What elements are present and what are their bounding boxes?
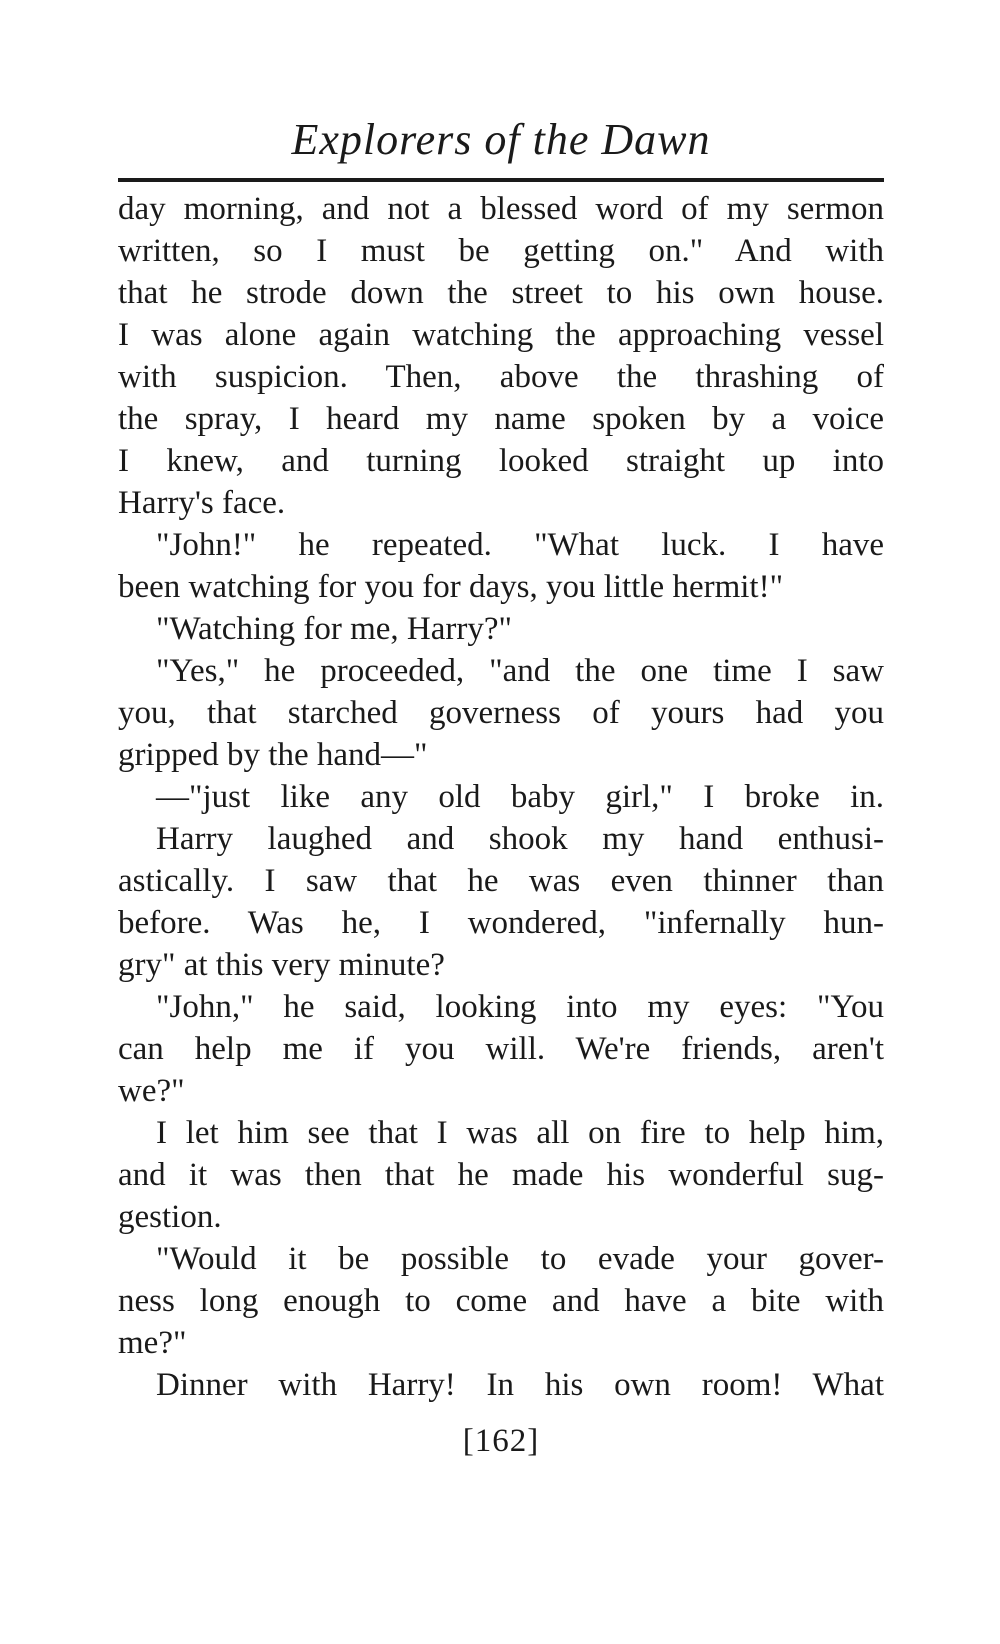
- text-line: the spray, I heard my name spoken by a voice: [118, 401, 884, 437]
- text-line: —"just like any old baby girl," I broke in.: [156, 779, 884, 815]
- text-line: I knew, and turning looked straight up into: [118, 443, 884, 479]
- text-line: "John!" he repeated. "What luck. I have: [156, 527, 884, 563]
- text-line: we?": [118, 1073, 185, 1109]
- header-rule: [118, 178, 884, 182]
- text-line: Dinner with Harry! In his own room! What: [156, 1367, 884, 1403]
- body-text: [118, 188, 884, 1406]
- text-line: I was alone again watching the approaching vessel: [118, 317, 884, 353]
- page-number: [162]: [462, 1423, 540, 1459]
- text-line: me?": [118, 1325, 187, 1361]
- text-line: you, that starched governess of yours had you: [118, 695, 884, 731]
- text-line: gripped by the hand—": [118, 737, 428, 773]
- text-line: with suspicion. Then, above the thrashing of: [118, 359, 884, 395]
- text-line: "Would it be possible to evade your gover-: [156, 1241, 884, 1277]
- text-line: can help me if you will. We're friends, aren't: [118, 1031, 884, 1067]
- text-line: been watching for you for days, you little hermit!": [118, 569, 784, 605]
- text-line: "Yes," he proceeded, "and the one time I saw: [156, 653, 884, 689]
- text-line: that he strode down the street to his own house.: [118, 275, 884, 311]
- text-line: "John," he said, looking into my eyes: "You: [156, 989, 884, 1025]
- text-line: before. Was he, I wondered, "infernally hun-: [118, 905, 884, 941]
- text-line: ness long enough to come and have a bite with: [118, 1283, 884, 1319]
- running-head: Explorers of the Dawn: [291, 115, 711, 164]
- text-line: astically. I saw that he was even thinner than: [118, 863, 884, 899]
- text-line: gry" at this very minute?: [118, 947, 445, 983]
- text-line: gestion.: [118, 1199, 222, 1235]
- text-line: and it was then that he made his wonderful sug-: [118, 1157, 884, 1193]
- text-line: day morning, and not a blessed word of my sermon: [118, 191, 884, 227]
- text-line: I let him see that I was all on fire to help him,: [156, 1115, 884, 1151]
- text-line: Harry's face.: [118, 485, 286, 521]
- text-line: "Watching for me, Harry?": [156, 611, 512, 647]
- text-line: written, so I must be getting on." And with: [118, 233, 884, 269]
- text-line: Harry laughed and shook my hand enthusi-: [156, 821, 884, 857]
